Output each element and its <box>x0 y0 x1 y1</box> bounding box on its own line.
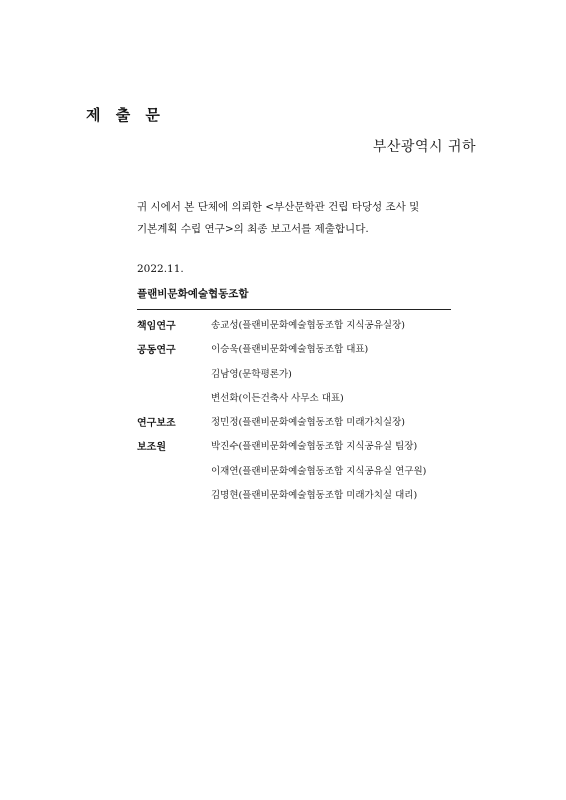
staff-role: 연구보조 <box>137 418 176 430</box>
staff-row <box>137 312 457 336</box>
staff-row <box>137 458 457 482</box>
divider-line <box>137 309 451 310</box>
statement-line-2: 기본계획 수립 연구>의 최종 보고서를 제출합니다. <box>137 223 369 235</box>
staff-name: 박진수(플랜비문화예술협동조합 지식공유실 팀장) <box>211 441 418 453</box>
staff-name: 김명현(플랜비문화예술협동조합 미래가치실 대리) <box>211 490 418 502</box>
staff-name: 송교성(플랜비문화예술협동조합 지식공유실장) <box>211 320 405 331</box>
staff-row <box>137 433 457 457</box>
staff-row <box>137 385 457 409</box>
staff-row <box>137 482 457 506</box>
staff-list <box>137 312 457 506</box>
staff-name: 변선화(이든건축사 사무소 대표) <box>211 392 344 404</box>
document-title: 제 출 문 <box>86 106 165 124</box>
staff-row <box>137 336 457 360</box>
staff-name: 이재연(플랜비문화예술협동조합 지식공유실 연구원) <box>211 465 427 477</box>
staff-name: 김남영(문학평론가) <box>211 368 292 380</box>
staff-role: 보조원 <box>137 442 166 454</box>
submission-date: 2022.11. <box>137 263 184 275</box>
organization-name: 플랜비문화예술협동조합 <box>137 288 249 300</box>
staff-row <box>137 361 457 385</box>
submission-statement <box>137 196 457 240</box>
staff-name: 정민정(플랜비문화예술협동조합 미래가치실장) <box>211 417 405 429</box>
staff-name: 이승욱(플랜비문화예술협동조합 대표) <box>211 344 369 356</box>
recipient: 부산광역시 귀하 <box>372 139 476 155</box>
staff-row <box>137 409 457 433</box>
statement-line-1: 귀 시에서 본 단체에 의뢰한 <부산문학관 건립 타당성 조사 및 <box>137 201 420 213</box>
staff-role: 공동연구 <box>137 345 176 357</box>
staff-role: 책임연구 <box>137 321 176 332</box>
